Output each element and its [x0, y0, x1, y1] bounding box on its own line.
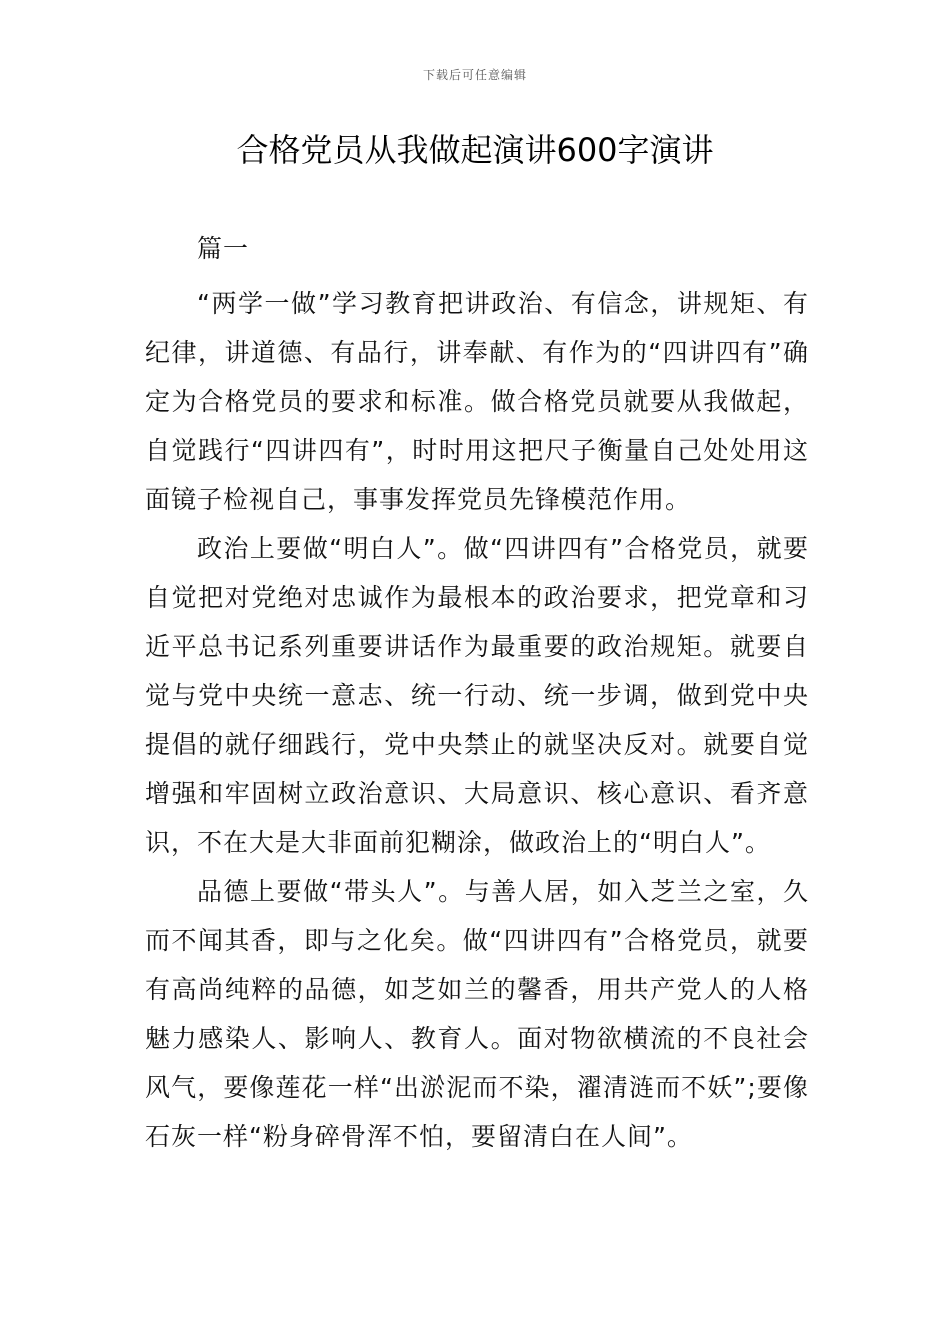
paragraph-3: 品德上要做“带头人”。与善人居，如入芝兰之室，久而不闻其香，即与之化矣。做“四讲四有”合格党员，就要有高尚纯粹的品德，如芝如兰的馨香，用共产党人的人格魅力感染人、影响人、教育人。面对物欲横流的不良社会风气，要像莲花一样“出淤泥而不染，濯清涟而不妖”;要像石灰一样“粉身碎骨浑不怕，要留清白在人间”。	[145, 877, 809, 1151]
paragraph-2: 政治上要做“明白人”。做“四讲四有”合格党员，就要自觉把对党绝对忠诚作为最根本的政治要求，把党章和习近平总书记系列重要讲话作为最重要的政治规矩。就要自觉与党中央统一意志、统一行动、统一步调，做到党中央提倡的就仔细践行，党中央禁止的就坚决反对。就要自觉增强和牢固树立政治意识、大局意识、核心意识、看齐意识，不在大是大非面前犯糊涂，做政治上的“明白人”。	[145, 534, 809, 857]
paragraph-1: “两学一做”学习教育把讲政治、有信念，讲规矩、有纪律，讲道德、有品行，讲奉献、有作为的“四讲四有”确定为合格党员的要求和标准。做合格党员就要从我做起，自觉践行“四讲四有”，时时用这把尺子衡量自己处处用这面镜子检视自己，事事发挥党员先锋模范作用。	[145, 289, 809, 514]
section-label: 篇一	[197, 234, 250, 263]
header-note: 下载后可任意编辑	[422, 68, 527, 82]
document-title: 合格党员从我做起演讲600字演讲	[236, 131, 714, 169]
document-body	[145, 224, 809, 1161]
